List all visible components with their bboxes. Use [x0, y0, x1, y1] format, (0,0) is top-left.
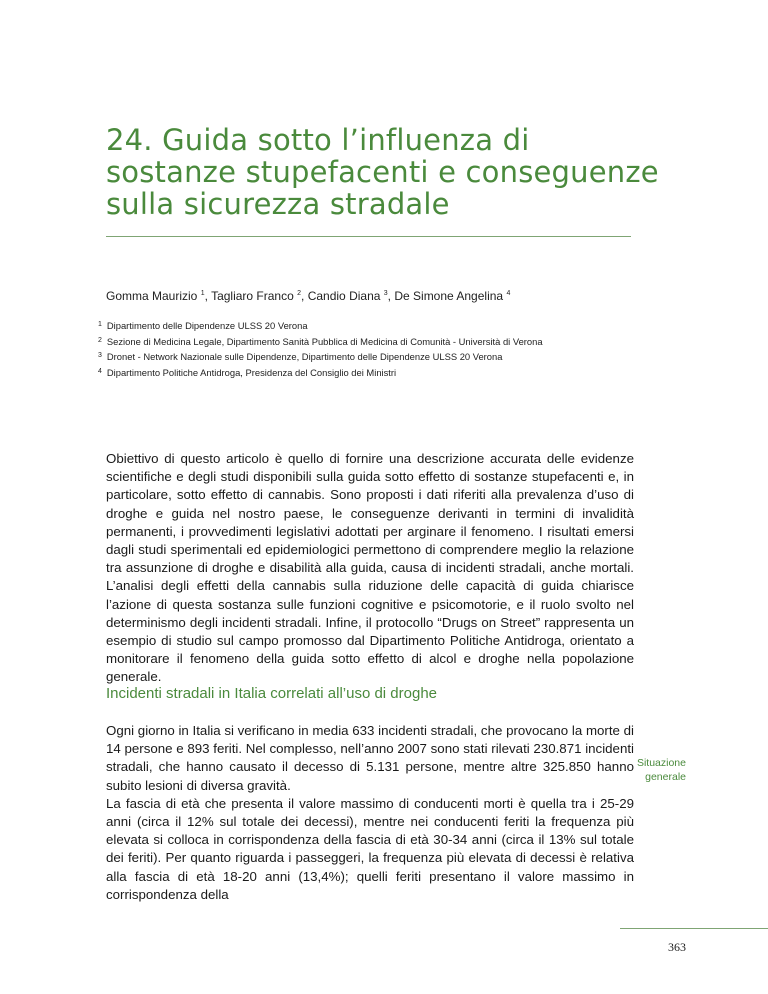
body-paragraph: La fascia di età che presenta il valore massimo di conducenti morti è quella tra i 25-29 anni (circa il 12% sul totale dei decessi), mentre nei conducenti feriti la frequenza più elevata si colloca in corrispondenza della fascia di età 30-34 anni (circa il 13% sul totale dei feriti). Per quanto riguarda i passeggeri, la frequenza più elevata di decessi è relativa alla fascia di età 18-20 anni (13,4%); quelli feriti presentano il valore massimo in corrispondenza della — [106, 795, 634, 902]
affiliation-number: 2 — [98, 336, 102, 344]
margin-note-line: Situazione — [636, 757, 686, 769]
affiliation-number: 3 — [98, 352, 102, 359]
author-affiliation-ref: 1 — [200, 290, 205, 297]
author-affiliation-ref: 2 — [297, 290, 302, 297]
affiliation-item — [98, 349, 658, 365]
author-affiliation-ref: 3 — [383, 290, 388, 297]
section-heading: Incidenti stradali in Italia correlati all’uso di droghe — [106, 685, 438, 702]
chapter-title-line: sulla sicurezza stradale — [106, 187, 450, 221]
margin-note-line: generale — [645, 771, 686, 783]
affiliation-text: Sezione di Medicina Legale, Dipartimento Sanità Pubblica di Medicina di Comunità - Università di Verona — [106, 335, 543, 347]
affiliation-text: Dronet - Network Nazionale sulle Dipendenze, Dipartimento delle Dipendenze ULSS 20 Verona — [106, 351, 503, 362]
margin-note — [590, 756, 686, 784]
author-name: Tagliaro Franco — [211, 289, 294, 303]
abstract-paragraph: Obiettivo di questo articolo è quello di fornire una descrizione accurata delle evidenze scientifiche e degli studi disponibili sulla guida sotto effetto di sostanze stupefacenti e, in particolare, sotto effetto di cannabis. Sono proposti i dati riferiti alla prevalenza d’uso di droghe e guida nel nostro paese, le conseguenze derivanti in termini di invalidità permanenti, i provvedimenti legislativi adottati per arginare il fenomeno. I risultati emersi dagli studi sperimentali ed epidemiologici permettono di comprendere meglio la relazione tra assunzione di droghe e disabilità alla guida, causa di incidenti stradali, anche mortali. L’analisi degli effetti della cannabis sulla riduzione delle capacità di guida chiarisce l’azione di questa sostanza sulle funzioni cognitive e psicomotorie, e il ruolo svolto nel determinismo degli incidenti stradali. Infine, il protocollo “Drugs on Street” rappresenta un esempio di studio sul campo promosso dal Dipartimento Politiche Antidroga, orientato a monitorare il fenomeno della guida sotto effetto di alcol e droghe nella popolazione generale. — [106, 451, 634, 685]
author-affiliation-ref: 4 — [506, 290, 511, 297]
affiliation-item — [98, 365, 658, 381]
title-divider — [106, 236, 631, 237]
footer-divider — [620, 928, 768, 929]
affiliation-number: 4 — [98, 367, 102, 375]
affiliation-item — [98, 334, 658, 350]
author-name: De Simone Angelina — [394, 289, 504, 303]
page-number: 363 — [668, 940, 686, 954]
affiliation-number: 1 — [98, 321, 102, 328]
body-paragraph: Ogni giorno in Italia si verificano in media 633 incidenti stradali, che provocano la morte di 14 persone e 893 feriti. Nel complesso, nell’anno 2007 sono stati rilevati 230.871 incidenti stradali, che hanno causato il decesso di 5.131 persone, mentre altre 325.850 hanno subito lesioni di diversa gravità. — [106, 723, 634, 793]
affiliation-list — [98, 318, 658, 380]
affiliation-text: Dipartimento Politiche Antidroga, Presidenza del Consiglio dei Ministri — [106, 366, 397, 378]
author-list: Gomma Maurizio $^1$, Tagliaro Franco $^2$, Candio Diana $^3$, De Simone Angelina $^4$ — [106, 289, 511, 303]
author-name: Gomma Maurizio — [106, 289, 198, 303]
author-name: Candio Diana — [307, 289, 381, 303]
chapter-title — [106, 124, 666, 220]
affiliation-text: Dipartimento delle Dipendenze ULSS 20 Verona — [106, 320, 308, 331]
chapter-title-line: sostanze stupefacenti e conseguenze — [106, 155, 659, 189]
affiliation-item — [98, 318, 658, 334]
chapter-title-line: 24. Guida sotto l’influenza di — [106, 123, 530, 157]
body-text — [106, 722, 634, 904]
